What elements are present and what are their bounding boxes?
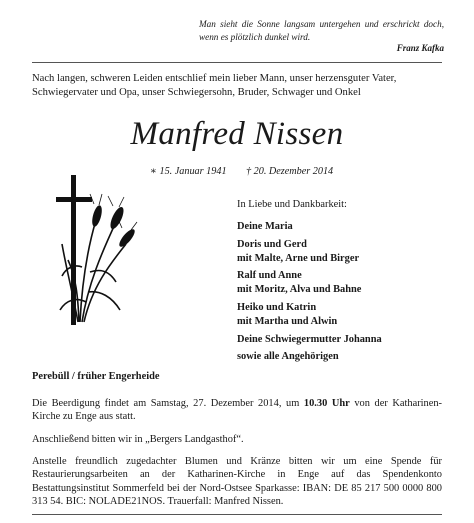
epigraph-quote: Man sieht die Sonne langsam untergehen und erschrickt doch, wenn es plötzlich dunkel wird.	[199, 19, 444, 42]
burial-notice	[32, 397, 442, 424]
cross-with-wheat-icon	[52, 172, 142, 330]
mourner-line: mit Malte, Arne und Birger	[237, 252, 360, 264]
mourner-line: Heiko und Katrin	[237, 301, 317, 313]
top-divider	[32, 62, 442, 63]
burial-text-before: Die Beerdigung findet am Samstag, 27. Dezember 2014, um	[32, 398, 304, 409]
intro-text: Nach langen, schweren Leiden entschlief mein lieber Mann, unser herzensguter Vater, Schwiegervater und Opa, unser Schwiegersohn, Bruder, Schwager und Onkel	[32, 73, 397, 99]
mourner-group	[237, 333, 382, 347]
mourners-list	[237, 220, 382, 368]
residence-place: Perebüll / früher Engerheide	[32, 371, 160, 382]
mourners-intro: In Liebe und Dankbarkeit:	[237, 199, 347, 210]
burial-time: 10.30 Uhr	[303, 398, 350, 409]
death-date: † 20. Dezember 2014	[246, 166, 334, 177]
mourner-line: Deine Maria	[237, 221, 293, 232]
mourner-group	[237, 238, 382, 266]
donation-notice: Anstelle freundlich zugedachter Blumen und Kränze bitten wir um eine Spende für Restaurierungsarbeiten an der Katharinen-Kirche in Enge auf das Spendenkonto Bestattungsinstitut Sommerfeld bei der Nord-Ostsee Sparkasse: IBAN: DE 85 217 500 0000 800 313 54. BIC: NOLADE21NOS. Trauerfall: Manfred Nissen.	[32, 456, 442, 508]
mourner-line: sowie alle Angehörigen	[237, 351, 339, 363]
deceased-name: Manfred Nissen	[130, 116, 344, 152]
burial-text-after: von der Katharinen-Kirche zu Enge aus statt.	[32, 398, 443, 423]
mourner-line: Doris und Gerd	[237, 238, 307, 250]
mourner-line: Deine Schwiegermutter Johanna	[237, 333, 382, 345]
mourner-group	[237, 269, 382, 297]
mourner-line: mit Martha und Alwin	[237, 315, 338, 327]
mourner-group	[237, 350, 382, 364]
mourner-group	[237, 301, 382, 329]
birth-date: ∗ 15. Januar 1941	[150, 166, 227, 177]
epigraph-author: Franz Kafka	[396, 43, 444, 53]
mourner-line: Ralf und Anne	[237, 270, 302, 282]
mourner-group	[237, 220, 382, 234]
mourner-line: mit Moritz, Alva und Bahne	[237, 284, 362, 296]
gathering-notice: Anschließend bitten wir in „Bergers Landgasthof“.	[32, 434, 244, 445]
bottom-divider	[32, 514, 442, 515]
